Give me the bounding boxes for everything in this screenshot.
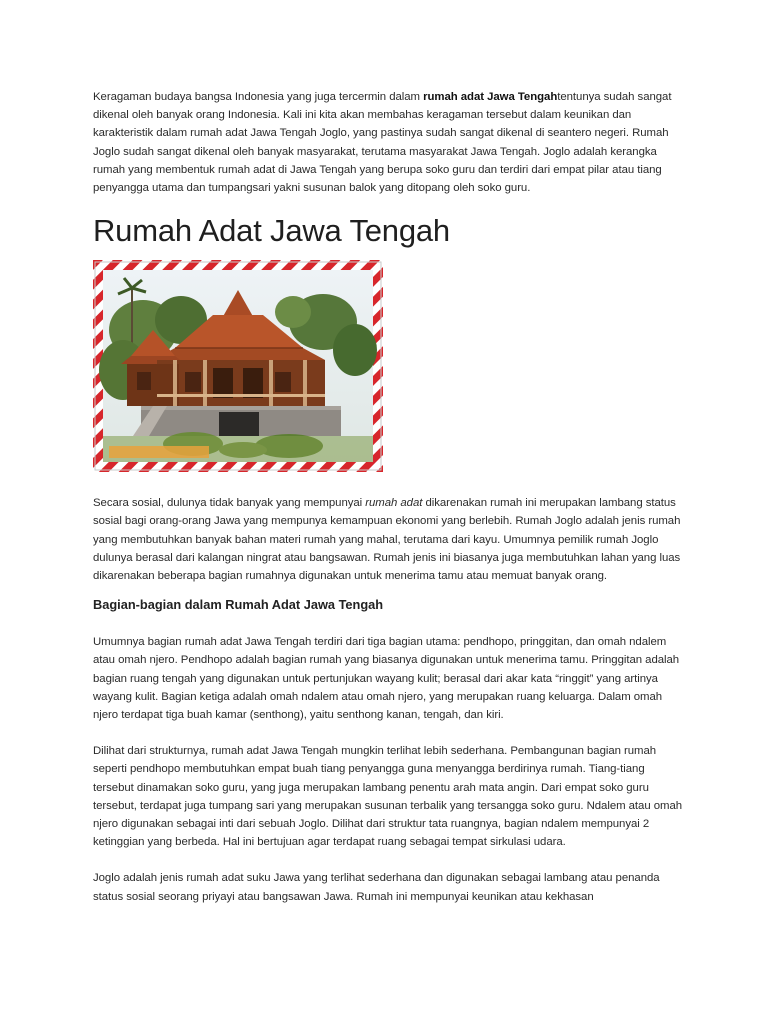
section-subheading: Bagian-bagian dalam Rumah Adat Jawa Tengah: [93, 597, 384, 613]
joglo-house-illustration: [93, 260, 383, 472]
intro-link-rumah-adat[interactable]: rumah adat Jawa Tengah: [423, 91, 558, 103]
social-text-start: Secara sosial, dulunya tidak banyak yang mempunyai: [93, 497, 366, 510]
social-link-rumah-adat[interactable]: rumah adat: [365, 497, 423, 510]
social-text-rest: dikarenakan rumah ini merupakan lambang status sosial bagi orang-orang Jawa yang mempunya kemampuan ekonomi yang berlebih. Rumah Joglo adalah jenis rumah yang membutuhkan banyak bahan materi rumah yang mahal, terutama dari kayu. Umumnya pemilik rumah Joglo dulunya berasal dari kalangan ningrat atau bangsawan. Rumah jenis ini biasanya juga membutuhkan lahan yang luas dikarenakan beberapa bagian rumahnya digunakan untuk menerima tamu atau memuat banyak orang.: [93, 497, 681, 583]
intro-paragraph: [93, 88, 683, 197]
intro-text-rest: tentunya sudah sangat dikenal oleh banyak orang Indonesia. Kali ini kita akan membahas keragaman tersebut dalam keunikan dan karakteristik dalam rumah adat Jawa Tengah Joglo, yang pastinya sudah sangat dikenal di seantero negeri. Rumah Joglo sudah sangat dikenal oleh banyak masyarakat, terutama masyarakat Jawa Tengah. Joglo adalah kerangka rumah yang membentuk rumah adat di Jawa Tengah yang berupa soko guru dan terdiri dari empat pilar atau tiang penyangga utama dan tumpangsari yakni susunan balok yang ditopang oleh soko guru.: [93, 91, 672, 195]
closing-paragraph: Joglo adalah jenis rumah adat suku Jawa yang terlihat sederhana dan digunakan sebagai lambang atau penanda status sosial seorang priyayi atau bangsawan Jawa. Rumah ini mempunyai keunikan atau kekhasan: [93, 872, 660, 903]
structure-paragraph: Dilihat dari strukturnya, rumah adat Jawa Tengah mungkin terlihat lebih sederhana. Pembangunan bagian rumah seperti pendhopo membutuhkan empat buah tiang penyangga guna menyangga berdirinya rumah. Tiang-tiang tersebut dinamakan soko guru, yang juga merupakan lambang penentu arah mata angin. Dari empat soko guru tersebut, terdapat juga tumpang sari yang merupakan susunan terbalik yang tersangga soko guru. Ndalem atau omah njero digunakan sebagai inti dari sebuah Joglo. Dilihat dari struktur tata ruangnya, bagian ndalem mempunyai 2 ketinggian yang berbeda. Hal ini bertujuan agar terdapat ruang sebagai tempat sirkulasi udara.: [93, 745, 683, 849]
joglo-house-photo: [93, 260, 383, 472]
intro-text-start: Keragaman budaya bangsa Indonesia yang juga tercermin dalam: [93, 91, 424, 103]
article-heading: Rumah Adat Jawa Tengah: [93, 213, 450, 249]
parts-paragraph: Umumnya bagian rumah adat Jawa Tengah terdiri dari tiga bagian utama: pendhopo, pringgitan, dan omah ndalem atau omah njero. Pendhopo adalah bagian rumah yang biasanya digunakan untuk menerima tamu. Pringgitan adalah bagian ruang tengah yang digunakan untuk pertunjukan wayang kulit; berasal dari akar kata “ringgit” yang artinya wayang kulit. Bagian ketiga adalah omah ndalem atau omah njero, yang merupakan ruang keluarga. Dalam omah njero terdapat tiga buah kamar (senthong), yaitu senthong kanan, tengah, dan kiri.: [93, 636, 680, 722]
social-status-paragraph: [93, 494, 683, 585]
document-page: [93, 88, 683, 906]
